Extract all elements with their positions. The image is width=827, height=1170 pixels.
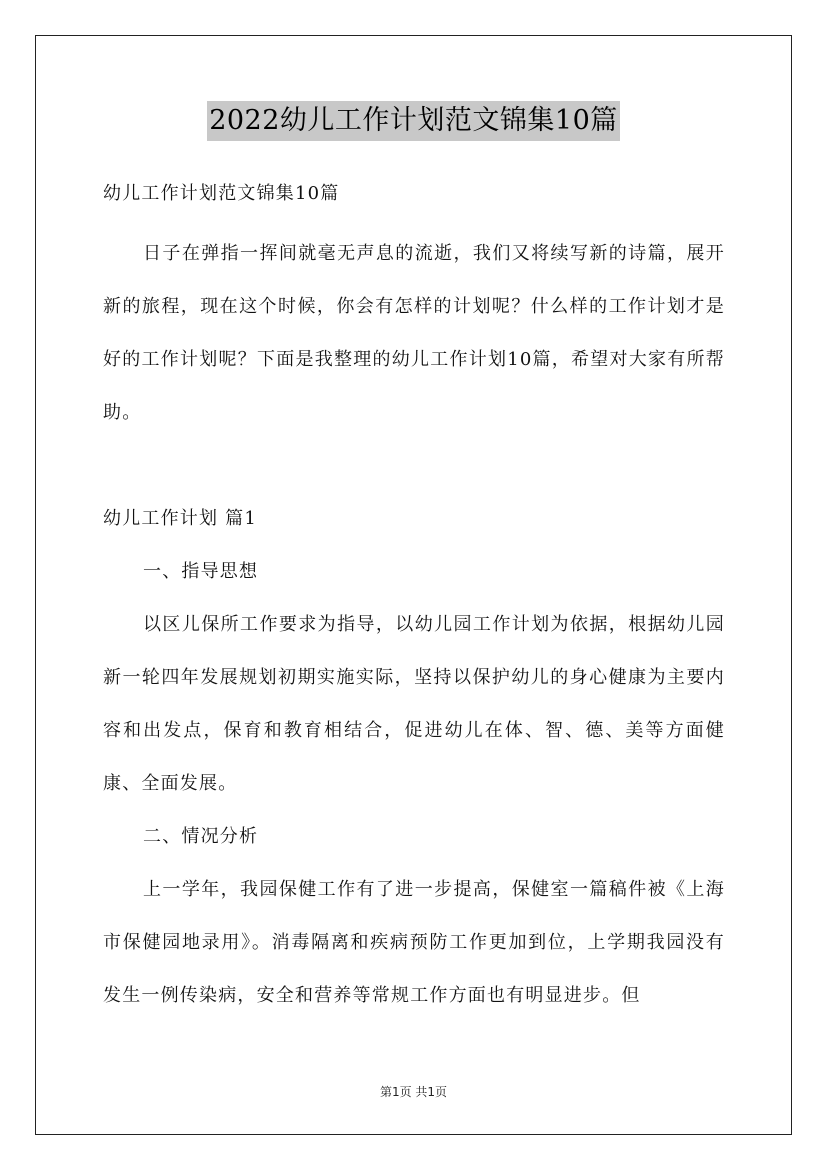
page-footer: 第1页 共1页 xyxy=(379,1085,448,1099)
intro-paragraph: 日子在弹指一挥间就毫无声息的流逝，我们又将续写新的诗篇，展开新的旅程，现在这个时候，你会有怎样的计划呢？什么样的工作计划才是好的工作计划呢？下面是我整理的幼儿工作计划10篇，希望对大家有所帮助。 xyxy=(103,243,725,423)
paragraph-situation-analysis: 上一学年，我园保健工作有了进一步提高，保健室一篇稿件被《上海市保健园地录用》。消毒隔离和疾病预防工作更加到位，上学期我园没有发生一例传染病，安全和营养等常规工作方面也有明显进步。但 xyxy=(103,879,725,1006)
document-subtitle: 幼儿工作计划范文锦集10篇 xyxy=(103,183,340,204)
heading-guiding-principle: 一、指导思想 xyxy=(143,561,259,582)
blank-line xyxy=(103,439,725,492)
paragraph-guiding-principle: 以区儿保所工作要求为指导，以幼儿园工作计划为依据，根据幼儿园新一轮四年发展规划初期实施实际，坚持以保护幼儿的身心健康为主要内容和出发点，保育和教育相结合，促进幼儿在体、智、德、美等方面健康、全面发展。 xyxy=(103,614,725,794)
document-body xyxy=(103,174,725,1022)
heading-situation-analysis: 二、情况分析 xyxy=(143,826,259,847)
document-title: 2022幼儿工作计划范文锦集10篇 xyxy=(207,101,620,141)
section-title: 幼儿工作计划 篇1 xyxy=(103,508,257,529)
title-wrap xyxy=(0,101,827,141)
